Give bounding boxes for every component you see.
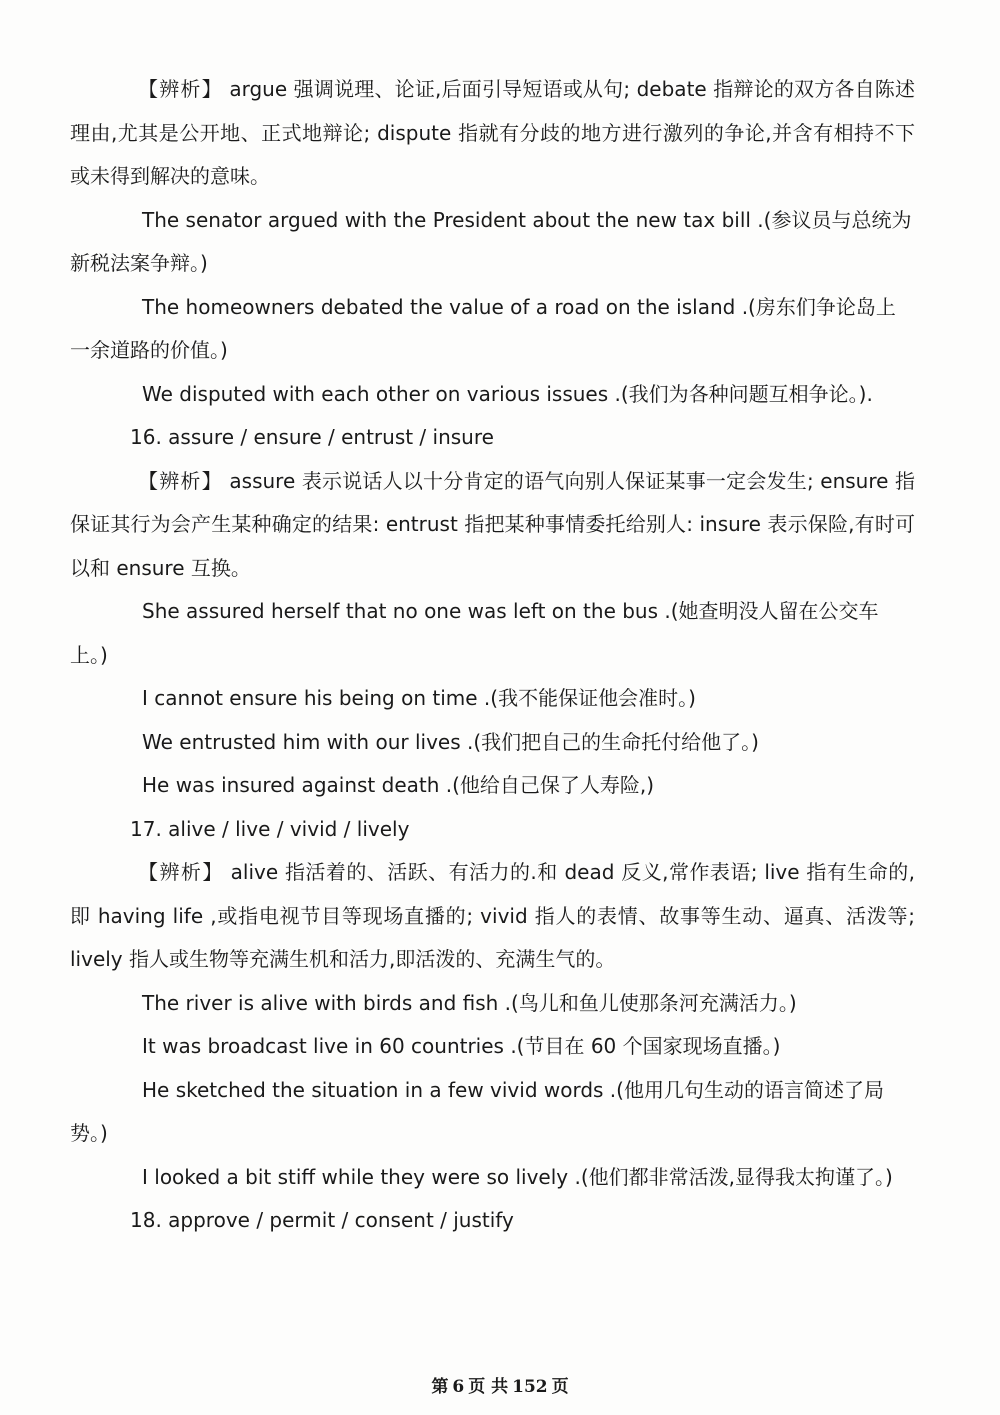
example-sentence: She assured herself that no one was left on the bus .(她查明没人留在公交车上。) bbox=[70, 599, 879, 667]
example-sentence: It was broadcast live in 60 countries .(节目在 60 个国家现场直播。) bbox=[142, 1034, 781, 1058]
section-heading-17: 17. alive / live / vivid / lively bbox=[130, 816, 410, 841]
example-sentence: He was insured against death .(他给自己保了人寿险,) bbox=[142, 773, 655, 797]
section-heading-18: 18. approve / permit / consent / justify bbox=[130, 1208, 514, 1232]
footer-suffix: 页 bbox=[551, 1377, 569, 1397]
example-sentence: I looked a bit stiff while they were so lively .(他们都非常活泼,显得我太拘谨了。) bbox=[142, 1164, 893, 1189]
total-page-count: 152 bbox=[512, 1377, 548, 1397]
analysis-paragraph-17 bbox=[70, 851, 915, 982]
analysis-tag: 【辨析】 bbox=[138, 468, 223, 493]
analysis-text: alive 指活着的、活跃、有活力的.和 dead 反义,常作表语; live 指有生命的,即 having life ,或指电视节目等现场直播的; vivid 指人的表情、故事等生动、逼真、活泼等; lively 指人或生物等充满生机和活力,即活泼的、充满生气的。 bbox=[70, 860, 916, 971]
example-sentence: I cannot ensure his being on time .(我不能保证他会准时。) bbox=[142, 686, 696, 710]
example-sentence: The river is alive with birds and fish .(鸟儿和鱼儿使那条河充满活力。) bbox=[142, 990, 797, 1015]
section-heading-16: 16. assure / ensure / entrust / insure bbox=[130, 425, 494, 449]
footer-middle: 页 共 bbox=[468, 1377, 509, 1397]
analysis-paragraph-15 bbox=[70, 68, 915, 199]
analysis-text: argue 强调说理、论证,后面引导短语或从句; debate 指辩论的双方各自陈述理由,尤其是公开地、正式地辩论; dispute 指就有分歧的地方进行激列的争论,并含有相持不下或未得到解决的意味。 bbox=[70, 77, 915, 188]
current-page-number: 6 bbox=[452, 1377, 465, 1397]
page-number-footer bbox=[0, 1372, 1000, 1397]
analysis-paragraph-16 bbox=[70, 460, 915, 591]
example-sentence: We entrusted him with our lives .(我们把自己的生命托付给他了。) bbox=[142, 729, 759, 754]
analysis-tag: 【辨析】 bbox=[138, 77, 223, 101]
example-sentence: We disputed with each other on various issues .(我们为各种问题互相争论。). bbox=[142, 381, 873, 406]
page-content bbox=[70, 68, 915, 1243]
analysis-tag: 【辨析】 bbox=[138, 860, 224, 884]
footer-prefix: 第 bbox=[431, 1377, 449, 1397]
example-sentence: He sketched the situation in a few vivid words .(他用几句生动的语言简述了局势。) bbox=[70, 1077, 884, 1145]
example-sentence: The senator argued with the President about the new tax bill .(参议员与总统为新税法案争辩。) bbox=[70, 207, 912, 275]
analysis-text: assure 表示说话人以十分肯定的语气向别人保证某事一定会发生; ensure 指保证其行为会产生某种确定的结果: entrust 指把某种事情委托给别人: insure 表示保险,有时可以和 ensure 互换。 bbox=[70, 468, 915, 580]
example-sentence: The homeowners debated the value of a road on the island .(房东们争论岛上一余道路的价值。) bbox=[70, 294, 896, 362]
